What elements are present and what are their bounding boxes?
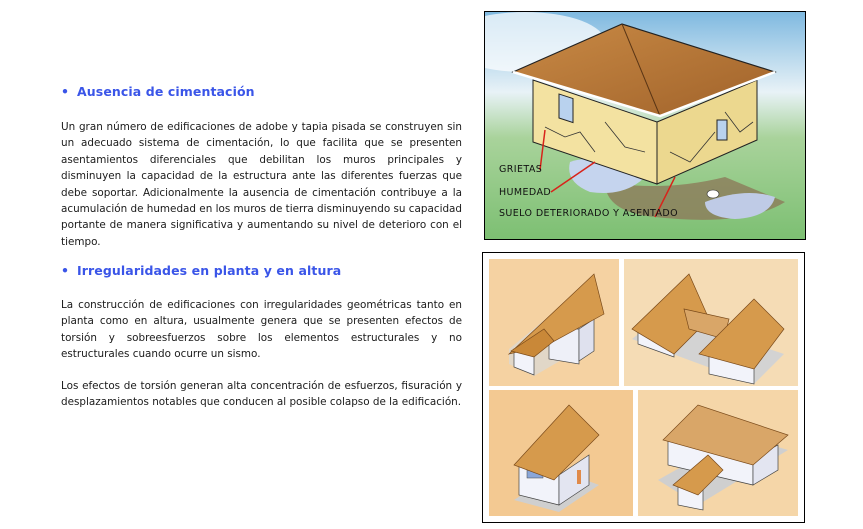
house-illustration-icon: [485, 12, 806, 240]
house-hip-roof-icon: [638, 390, 798, 516]
house-l-shape-icon: [489, 259, 619, 386]
section-heading-cimentacion: [61, 84, 255, 99]
panel-two-story-house: [489, 390, 633, 516]
bullet-icon: •: [61, 84, 70, 99]
bullet-icon: •: [61, 263, 70, 278]
figure-irregular-houses: [482, 252, 805, 523]
section-heading-irregularidades: [61, 263, 341, 278]
heading-text: Ausencia de cimentación: [77, 84, 255, 99]
panel-l-shaped-house: [489, 259, 619, 386]
paragraph-cimentacion: Un gran número de edificaciones de adobe y tapia pisada se construyen sin un adecuado sistema de cimentación, lo que facilita que se presenten asentamientos diferenciales que debilitan los muros principales y disminuyen la capacidad de la estructura ante las diferentes fuerzas que debe soportar. Adicionalmente la ausencia de cimentación contribuye a la acumulación de humedad en los muros de tierra disminuyendo su capacidad portante de manera significativa y aumentando su nivel de deterioro con el tiempo.: [61, 121, 463, 248]
panel-u-shaped-house: [624, 259, 798, 386]
label-grietas: GRIETAS: [499, 164, 543, 175]
figure-damaged-adobe-house: [484, 11, 806, 240]
panel-hip-roof-house: [638, 390, 798, 516]
house-u-shape-icon: [624, 259, 798, 386]
paragraph-irregularidades-1: La construcción de edificaciones con irregularidades geométricas tanto en planta como en altura, usualmente genera que se presenten efectos de torsión y sobreesfuerzos sobre los elementos estructurales y no estructurales cuando ocurre un sismo.: [61, 299, 462, 361]
heading-text: Irregularidades en planta y en altura: [77, 263, 342, 278]
label-humedad: HUMEDAD: [499, 187, 552, 198]
house-two-story-icon: [489, 390, 633, 516]
paragraph-irregularidades-2: Los efectos de torsión generan alta concentración de esfuerzos, fisuración y desplazamientos notables que conducen al posible colapso de la edificación.: [61, 380, 462, 409]
label-suelo: SUELO DETERIORADO Y ASENTADO: [499, 208, 678, 219]
